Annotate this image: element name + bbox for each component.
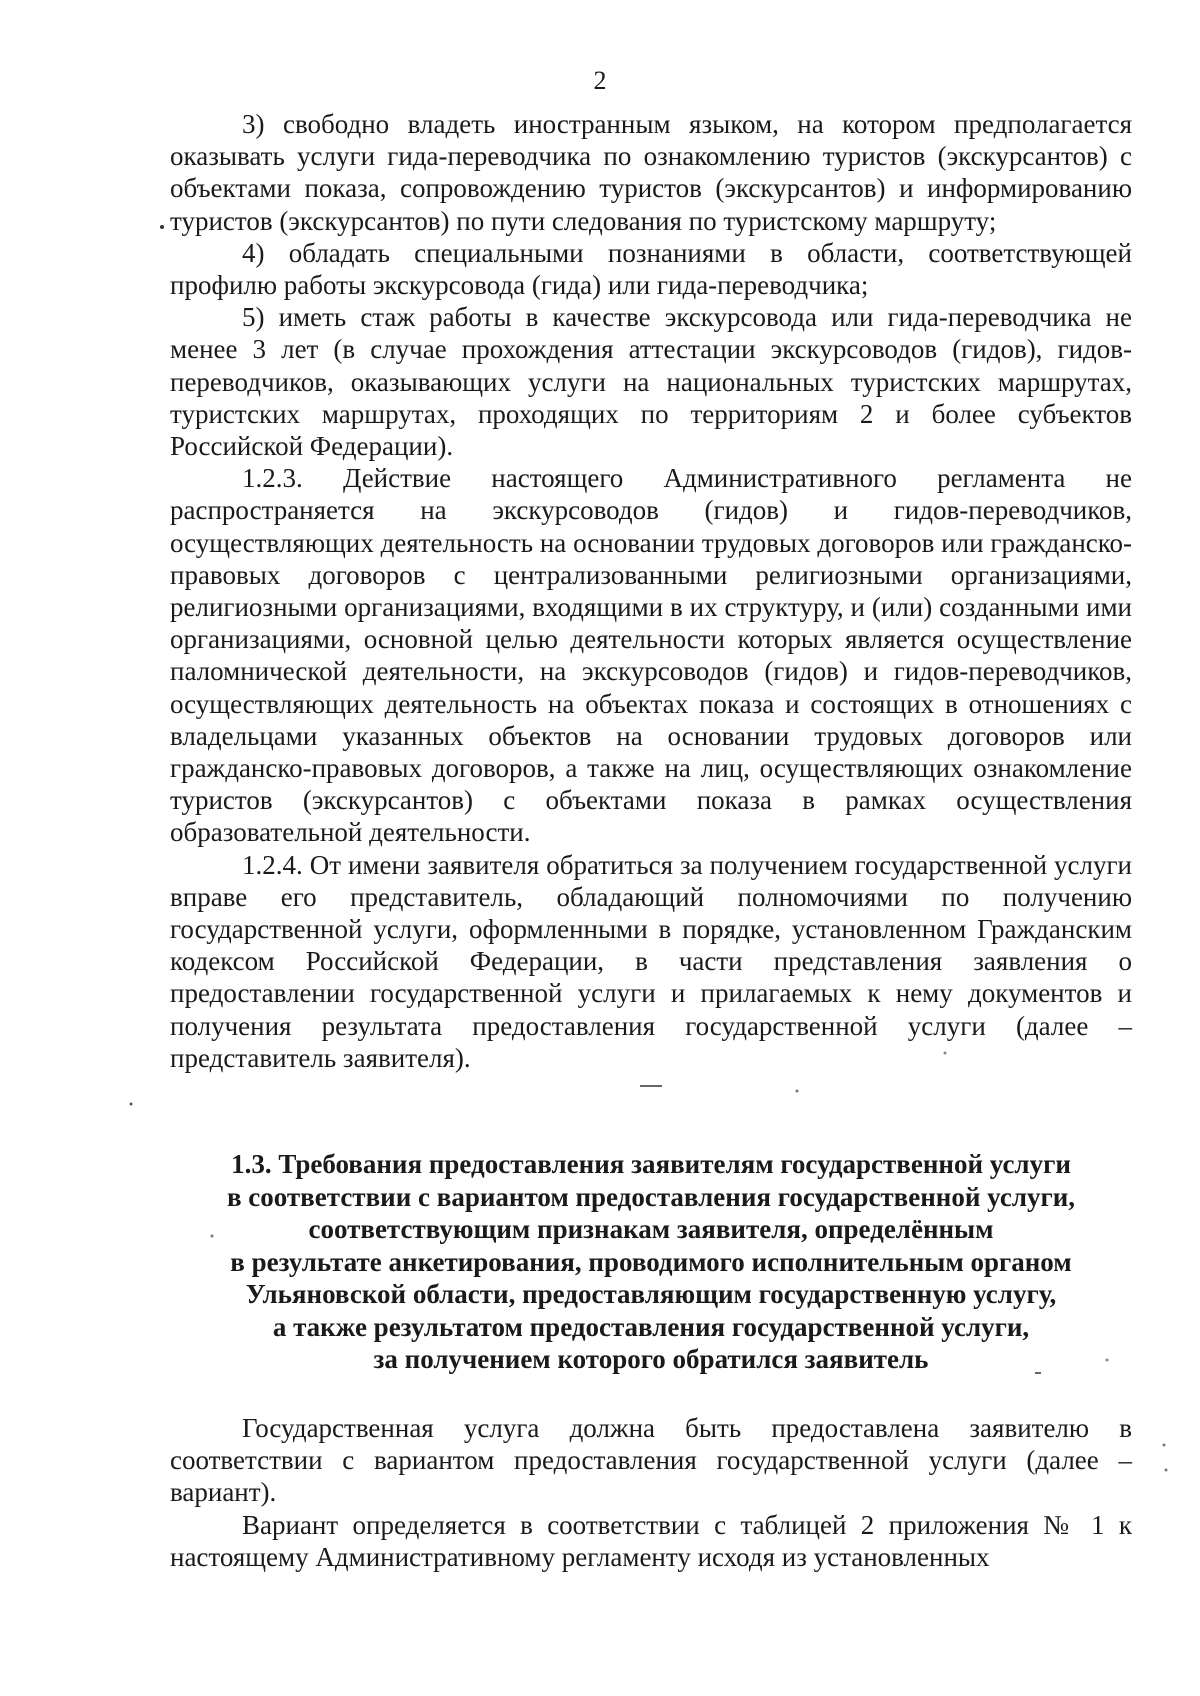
heading-line: в соответствии с вариантом предоставления государственной услуги, xyxy=(226,1181,1076,1212)
heading-line: в результате анкетирования, проводимого исполнительным органом xyxy=(230,1246,1072,1277)
heading-line: а также результатом предоставления государственной услуги, xyxy=(272,1311,1030,1342)
paragraph-item-5: 5) иметь стаж работы в качестве экскурсовода или гида-переводчика не менее 3 лет (в случае прохождения аттестации экскурсоводов (гидов), гидов-переводчиков, оказывающих услуги на национальных туристских маршрутах, туристских маршрутах, проходящих по территориям 2 и более субъектов Российской Федерации). xyxy=(170,302,1132,462)
paragraph-1-2-3: 1.2.3. Действие настоящего Административного регламента не распространяется на экскурсоводов (гидов) и гидов-переводчиков, осуществляющих деятельность на основании трудовых договоров или гражданско-правовых договоров с централизованными религиозными организациями, религиозными организациями, входящими в их структуру, и (или) созданными ими организациями, основной целью деятельности которых является осуществление паломнической деятельности, на экскурсоводов (гидов) и гидов-переводчиков, осуществляющих деятельность на объектах показа и состоящих в отношениях с владельцами указанных объектов на основании трудовых договоров или гражданско-правовых договоров, а также на лиц, осуществляющих ознакомление туристов (экскурсантов) с объектами показа в рамках осуществления образовательной деятельности. xyxy=(170,463,1132,848)
paragraph-item-3: 3) свободно владеть иностранным языком, на котором предполагается оказывать услуги гида-переводчика по ознакомлению туристов (экскурсантов) с объектами показа, сопровождению туристов (экскурсантов) и информированию туристов (экскурсантов) по пути следования по туристскому маршруту; xyxy=(170,109,1132,236)
paragraph-service-variant: Государственная услуга должна быть предоставлена заявителю в соответствии с вариантом предоставления государственной услуги (далее – вариант). xyxy=(170,1413,1132,1508)
heading-line: соответствующим признакам заявителя, определённым xyxy=(308,1214,994,1244)
heading-line: 1.3. Требования предоставления заявителям государственной услуги xyxy=(231,1149,1071,1179)
section-heading-1-3 xyxy=(170,1148,1132,1376)
variant-text-block xyxy=(170,1412,1132,1573)
paragraph-item-4: 4) обладать специальными познаниями в области, соответствующей профилю работы экскурсовода (гида) или гида-переводчика; xyxy=(170,237,1132,301)
heading-line: за получением которого обратился заявитель xyxy=(373,1344,929,1374)
requirements-text-block xyxy=(170,108,1132,1074)
page-number: 2 xyxy=(593,66,607,95)
heading-line: Ульяновской области, предоставляющим государственную услугу, xyxy=(245,1279,1057,1309)
paragraph-1-2-4: 1.2.4. От имени заявителя обратиться за получением государственной услуги вправе его представитель, обладающий полномочиями по получению государственной услуги, оформленными в порядке, установленном Гражданским кодексом Российской Федерации, в части представления заявления о предоставлении государственной услуги и прилагаемых к нему документов и получения результата предоставления государственной услуги (далее – представитель заявителя). xyxy=(170,849,1132,1073)
paragraph-variant-definition: Вариант определяется в соответствии с таблицей 2 приложения № 1 к настоящему Административному регламенту исходя из установленных xyxy=(170,1509,1132,1572)
